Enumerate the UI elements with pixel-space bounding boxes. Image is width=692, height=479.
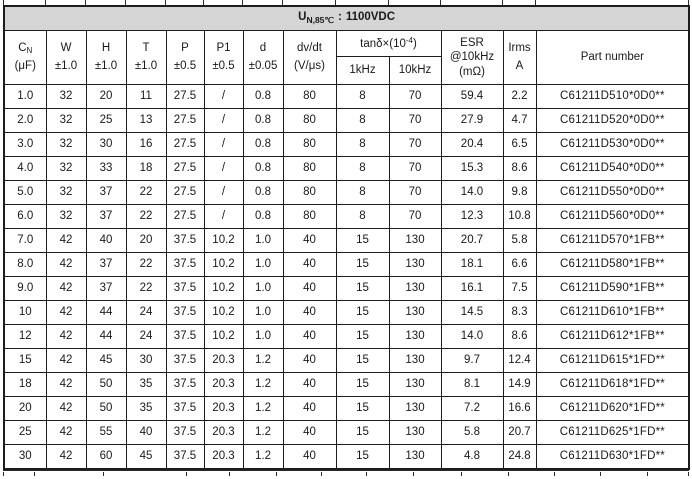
table-cell: 30 xyxy=(126,349,166,373)
col-header-pitch1: P1 ±0.5 xyxy=(204,31,243,85)
table-cell: 20.4 xyxy=(441,133,503,157)
table-row xyxy=(4,349,689,373)
table-row xyxy=(4,397,689,421)
table-cell: 130 xyxy=(389,397,441,421)
table-cell: 0.8 xyxy=(243,85,283,109)
grid-line xyxy=(366,472,367,476)
grid-line xyxy=(276,472,277,476)
table-cell: 27.5 xyxy=(166,157,204,181)
table-cell: 44 xyxy=(86,301,126,325)
table-row xyxy=(4,373,689,397)
table-cell: 4.8 xyxy=(441,445,503,470)
table-cell: 130 xyxy=(389,253,441,277)
table-cell: 8 xyxy=(336,109,389,133)
table-cell: 42 xyxy=(46,349,86,373)
part-number-cell: C61211D615*1FD** xyxy=(536,349,689,373)
part-number-cell: C61211D520*0D0** xyxy=(536,109,689,133)
table-cell: 130 xyxy=(389,325,441,349)
table-cell: 10.2 xyxy=(204,253,243,277)
table-row xyxy=(4,301,689,325)
table-cell: 15 xyxy=(336,397,389,421)
table-cell: 40 xyxy=(283,373,336,397)
table-cell: 42 xyxy=(46,373,86,397)
table-cell: 1.2 xyxy=(243,445,283,470)
table-cell: 8.0 xyxy=(4,253,46,277)
grid-line xyxy=(85,0,86,5)
table-cell: 24 xyxy=(126,301,166,325)
table-cell: 3.0 xyxy=(4,133,46,157)
table-cell: 32 xyxy=(46,205,86,229)
table-cell: 42 xyxy=(46,325,86,349)
grid-line xyxy=(688,0,689,5)
table-cell: 1.0 xyxy=(243,229,283,253)
part-number-cell: C61211D620*1FD** xyxy=(536,397,689,421)
table-cell: 8.1 xyxy=(441,373,503,397)
col-header-esr: ESR @10kHz (mΩ) xyxy=(441,31,503,85)
part-number-cell: C61211D630*1FD** xyxy=(536,445,689,470)
table-cell: 15 xyxy=(336,253,389,277)
table-cell: 9.0 xyxy=(4,277,46,301)
table-cell: 50 xyxy=(86,397,126,421)
table-row xyxy=(4,445,689,470)
table-cell: 10 xyxy=(4,301,46,325)
grid-line xyxy=(165,0,166,5)
table-cell: 40 xyxy=(126,421,166,445)
table-cell: 30 xyxy=(86,133,126,157)
table-cell: 14.5 xyxy=(441,301,503,325)
table-cell: 70 xyxy=(389,205,441,229)
part-number-cell: C61211D625*1FD** xyxy=(536,421,689,445)
table-cell: 8.3 xyxy=(503,301,536,325)
table-cell: 0.8 xyxy=(243,109,283,133)
table-cell: 42 xyxy=(46,301,86,325)
table-cell: 16.6 xyxy=(503,397,536,421)
grid-line xyxy=(688,472,689,476)
table-cell: 55 xyxy=(86,421,126,445)
table-cell: 1.0 xyxy=(4,85,46,109)
table-cell: 20 xyxy=(126,229,166,253)
grid-line xyxy=(203,0,204,5)
table-cell: 33 xyxy=(86,157,126,181)
table-cell: 37.5 xyxy=(166,301,204,325)
table-cell: 70 xyxy=(389,157,441,181)
table-cell: 6.6 xyxy=(503,253,536,277)
table-cell: 37 xyxy=(86,205,126,229)
table-cell: 37.5 xyxy=(166,445,204,470)
table-cell: 32 xyxy=(46,157,86,181)
table-cell: 1.0 xyxy=(243,277,283,301)
table-cell: 37.5 xyxy=(166,277,204,301)
part-number-cell: C61211D510*0D0** xyxy=(536,85,689,109)
table-cell: 130 xyxy=(389,445,441,470)
table-cell: 80 xyxy=(283,109,336,133)
table-cell: 20 xyxy=(86,85,126,109)
table-cell: 130 xyxy=(389,373,441,397)
voltage-symbol-subscript: N,85℃ xyxy=(306,15,334,26)
table-cell: 0.8 xyxy=(243,181,283,205)
table-cell: / xyxy=(204,205,243,229)
col-header-width: W ±1.0 xyxy=(46,31,86,85)
table-cell: 27.5 xyxy=(166,133,204,157)
table-cell: 2.0 xyxy=(4,109,46,133)
table-cell: 40 xyxy=(283,349,336,373)
table-cell: 27.5 xyxy=(166,85,204,109)
table-cell: / xyxy=(204,109,243,133)
table-cell: 70 xyxy=(389,85,441,109)
table-cell: 8 xyxy=(336,133,389,157)
table-cell: 70 xyxy=(389,181,441,205)
table-cell: 130 xyxy=(389,301,441,325)
grid-line xyxy=(3,472,4,476)
col-header-capacitance: CN (μF) xyxy=(4,31,46,85)
table-cell: 44 xyxy=(86,325,126,349)
table-cell: 8 xyxy=(336,181,389,205)
grid-line xyxy=(34,472,35,476)
column-header-row xyxy=(4,31,689,57)
table-cell: 32 xyxy=(46,109,86,133)
table-cell: / xyxy=(204,157,243,181)
table-cell: 27.9 xyxy=(441,109,503,133)
table-cell: 10.2 xyxy=(204,229,243,253)
table-cell: 7.5 xyxy=(503,277,536,301)
table-cell: / xyxy=(204,85,243,109)
table-cell: 7.2 xyxy=(441,397,503,421)
table-cell: 1.2 xyxy=(243,397,283,421)
table-cell: 5.8 xyxy=(503,229,536,253)
table-cell: 14.9 xyxy=(503,373,536,397)
table-cell: 40 xyxy=(283,229,336,253)
table-cell: 42 xyxy=(46,421,86,445)
table-cell: 0.8 xyxy=(243,157,283,181)
grid-line xyxy=(3,0,4,5)
table-cell: 20.3 xyxy=(204,445,243,470)
grid-line xyxy=(502,0,503,5)
table-row xyxy=(4,421,689,445)
table-cell: 42 xyxy=(46,229,86,253)
voltage-symbol: U xyxy=(298,11,307,24)
tan-delta-exponent: -4 xyxy=(405,35,413,45)
col-header-thickness: T ±1.0 xyxy=(126,31,166,85)
table-cell: 24 xyxy=(126,325,166,349)
table-cell: 18 xyxy=(4,373,46,397)
table-cell: 130 xyxy=(389,229,441,253)
part-number-cell: C61211D610*1FB** xyxy=(536,301,689,325)
table-cell: 45 xyxy=(86,349,126,373)
table-cell: 1.0 xyxy=(243,301,283,325)
table-cell: / xyxy=(204,181,243,205)
grid-line xyxy=(282,0,283,5)
table-cell: 12.3 xyxy=(441,205,503,229)
table-cell: 80 xyxy=(283,157,336,181)
col-header-tan-10khz: 10kHz xyxy=(389,57,441,85)
grid-line xyxy=(413,472,414,476)
table-cell: 20.3 xyxy=(204,397,243,421)
table-cell: 6.0 xyxy=(4,205,46,229)
table-row xyxy=(4,253,689,277)
table-cell: 15 xyxy=(336,445,389,470)
table-cell: 9.8 xyxy=(503,181,536,205)
table-cell: 14.0 xyxy=(441,325,503,349)
title-separator: : xyxy=(337,11,342,24)
voltage-value: 1100VDC xyxy=(345,11,396,24)
table-cell: 8.6 xyxy=(503,157,536,181)
table-cell: 42 xyxy=(46,253,86,277)
table-cell: 50 xyxy=(86,373,126,397)
table-cell: 37.5 xyxy=(166,373,204,397)
table-cell: 80 xyxy=(283,205,336,229)
table-cell: 37.5 xyxy=(166,421,204,445)
table-cell: 37.5 xyxy=(166,229,204,253)
grid-line xyxy=(508,472,509,476)
table-row xyxy=(4,181,689,205)
part-number-cell: C61211D590*1FB** xyxy=(536,277,689,301)
part-number-cell: C61211D570*1FB** xyxy=(536,229,689,253)
table-cell: 9.7 xyxy=(441,349,503,373)
table-cell: 40 xyxy=(283,397,336,421)
table-cell: 40 xyxy=(283,445,336,470)
table-cell: 20.3 xyxy=(204,421,243,445)
table-cell: 10.2 xyxy=(204,325,243,349)
table-cell: 35 xyxy=(126,373,166,397)
table-cell: 27.5 xyxy=(166,181,204,205)
grid-line xyxy=(186,472,187,476)
grid-line xyxy=(554,472,555,476)
part-number-cell: C61211D540*0D0** xyxy=(536,157,689,181)
col-header-pitch: P ±0.5 xyxy=(166,31,204,85)
table-cell: 8 xyxy=(336,85,389,109)
table-cell: 42 xyxy=(46,277,86,301)
grid-line xyxy=(440,0,441,5)
table-cell: 27.5 xyxy=(166,205,204,229)
table-cell: 32 xyxy=(46,85,86,109)
table-cell: 15 xyxy=(336,301,389,325)
voltage-title-row xyxy=(4,6,689,31)
table-cell: 45 xyxy=(126,445,166,470)
table-cell: 8 xyxy=(336,157,389,181)
table-cell: 1.2 xyxy=(243,373,283,397)
grid-line xyxy=(242,0,243,5)
table-cell: 20.7 xyxy=(441,229,503,253)
table-cell: 32 xyxy=(46,133,86,157)
table-cell: 22 xyxy=(126,253,166,277)
grid-line xyxy=(45,0,46,5)
cn-unit: (μF) xyxy=(14,59,36,72)
table-row xyxy=(4,133,689,157)
col-header-tan-delta: $\tan\delta\times(10^{-4})$ xyxy=(336,31,441,57)
col-header-irms: Irms A xyxy=(503,31,536,85)
part-number-cell: C61211D560*0D0** xyxy=(536,205,689,229)
voltage-rating-title xyxy=(4,6,689,31)
table-cell: / xyxy=(204,133,243,157)
grid-line xyxy=(600,472,601,476)
table-cell: 15 xyxy=(336,421,389,445)
table-cell: 27.5 xyxy=(166,109,204,133)
table-cell: 15 xyxy=(336,277,389,301)
capacitor-spec-table xyxy=(3,5,690,470)
table-cell: 37 xyxy=(86,253,126,277)
col-header-lead-diameter: d ±0.05 xyxy=(243,31,283,85)
table-cell: 1.2 xyxy=(243,349,283,373)
table-cell: 20 xyxy=(4,397,46,421)
table-cell: 42 xyxy=(46,445,86,470)
grid-line xyxy=(125,0,126,5)
table-cell: 80 xyxy=(283,133,336,157)
table-cell: 20.7 xyxy=(503,421,536,445)
table-cell: 40 xyxy=(86,229,126,253)
table-cell: 130 xyxy=(389,421,441,445)
table-cell: 8.6 xyxy=(503,325,536,349)
part-number-cell: C61211D580*1FB** xyxy=(536,253,689,277)
table-cell: 13 xyxy=(126,109,166,133)
table-cell: 15.3 xyxy=(441,157,503,181)
table-cell: 16 xyxy=(126,133,166,157)
table-cell: 130 xyxy=(389,277,441,301)
table-cell: 40 xyxy=(283,253,336,277)
col-header-tan-1khz: 1kHz xyxy=(336,57,389,85)
table-cell: 0.8 xyxy=(243,133,283,157)
table-row xyxy=(4,229,689,253)
table-cell: 80 xyxy=(283,85,336,109)
table-cell: 22 xyxy=(126,181,166,205)
col-header-dvdt: dv/dt (V/μs) xyxy=(283,31,336,85)
table-cell: 0.8 xyxy=(243,205,283,229)
table-cell: 24.8 xyxy=(503,445,536,470)
table-cell: 37.5 xyxy=(166,349,204,373)
table-cell: 5.0 xyxy=(4,181,46,205)
table-cell: 18 xyxy=(126,157,166,181)
spec-table-body xyxy=(4,85,689,470)
adjacent-table-fragment-top xyxy=(3,0,689,5)
grid-line xyxy=(535,0,536,5)
col-header-height: H ±1.0 xyxy=(86,31,126,85)
table-cell: 80 xyxy=(283,181,336,205)
grid-line xyxy=(103,472,104,476)
table-cell: 42 xyxy=(46,397,86,421)
table-cell: 25 xyxy=(86,109,126,133)
grid-line xyxy=(321,472,322,476)
table-cell: 37.5 xyxy=(166,397,204,421)
table-cell: 15 xyxy=(336,373,389,397)
table-row xyxy=(4,157,689,181)
table-cell: 22 xyxy=(126,277,166,301)
table-cell: 70 xyxy=(389,109,441,133)
table-cell: 1.0 xyxy=(243,325,283,349)
table-cell: 15 xyxy=(336,229,389,253)
part-number-cell: C61211D550*0D0** xyxy=(536,181,689,205)
table-row xyxy=(4,205,689,229)
table-cell: 15 xyxy=(336,349,389,373)
table-cell: 60 xyxy=(86,445,126,470)
table-cell: 130 xyxy=(389,349,441,373)
table-cell: 10.8 xyxy=(503,205,536,229)
table-cell: 1.2 xyxy=(243,421,283,445)
adjacent-table-fragment-bottom xyxy=(3,470,689,476)
table-cell: 40 xyxy=(283,325,336,349)
table-cell: 30 xyxy=(4,445,46,470)
table-cell: 10.2 xyxy=(204,277,243,301)
table-cell: 18.1 xyxy=(441,253,503,277)
table-row xyxy=(4,325,689,349)
table-row xyxy=(4,277,689,301)
table-cell: 1.0 xyxy=(243,253,283,277)
table-cell: 35 xyxy=(126,397,166,421)
table-cell: 11 xyxy=(126,85,166,109)
table-cell: 40 xyxy=(283,421,336,445)
grid-line xyxy=(647,472,648,476)
table-cell: 20.3 xyxy=(204,349,243,373)
table-cell: 2.2 xyxy=(503,85,536,109)
table-cell: 7.0 xyxy=(4,229,46,253)
grid-line xyxy=(461,472,462,476)
table-cell: 4.7 xyxy=(503,109,536,133)
table-cell: 40 xyxy=(283,301,336,325)
table-cell: 32 xyxy=(46,181,86,205)
table-cell: 10.2 xyxy=(204,301,243,325)
part-number-cell: C61211D612*1FB** xyxy=(536,325,689,349)
grid-line xyxy=(229,472,230,476)
table-cell: 12.4 xyxy=(503,349,536,373)
table-cell: 14.0 xyxy=(441,181,503,205)
table-cell: 15 xyxy=(336,325,389,349)
grid-line xyxy=(335,0,336,5)
table-cell: 59.4 xyxy=(441,85,503,109)
table-cell: 37 xyxy=(86,277,126,301)
part-number-cell: C61211D530*0D0** xyxy=(536,133,689,157)
part-number-cell: C61211D618*1FD** xyxy=(536,373,689,397)
table-cell: 22 xyxy=(126,205,166,229)
table-cell: 4.0 xyxy=(4,157,46,181)
table-cell: 70 xyxy=(389,133,441,157)
table-cell: 16.1 xyxy=(441,277,503,301)
table-cell: 37 xyxy=(86,181,126,205)
table-cell: 40 xyxy=(283,277,336,301)
table-row xyxy=(4,109,689,133)
table-cell: 8 xyxy=(336,205,389,229)
table-cell: 25 xyxy=(4,421,46,445)
table-row xyxy=(4,85,689,109)
table-cell: 20.3 xyxy=(204,373,243,397)
table-cell: 5.8 xyxy=(441,421,503,445)
table-cell: 37.5 xyxy=(166,253,204,277)
table-cell: 15 xyxy=(4,349,46,373)
table-cell: 6.5 xyxy=(503,133,536,157)
col-header-part-number: Part number xyxy=(536,31,689,85)
cn-subscript: N xyxy=(26,45,33,55)
table-cell: 12 xyxy=(4,325,46,349)
table-cell: 37.5 xyxy=(166,325,204,349)
grid-line xyxy=(388,0,389,5)
